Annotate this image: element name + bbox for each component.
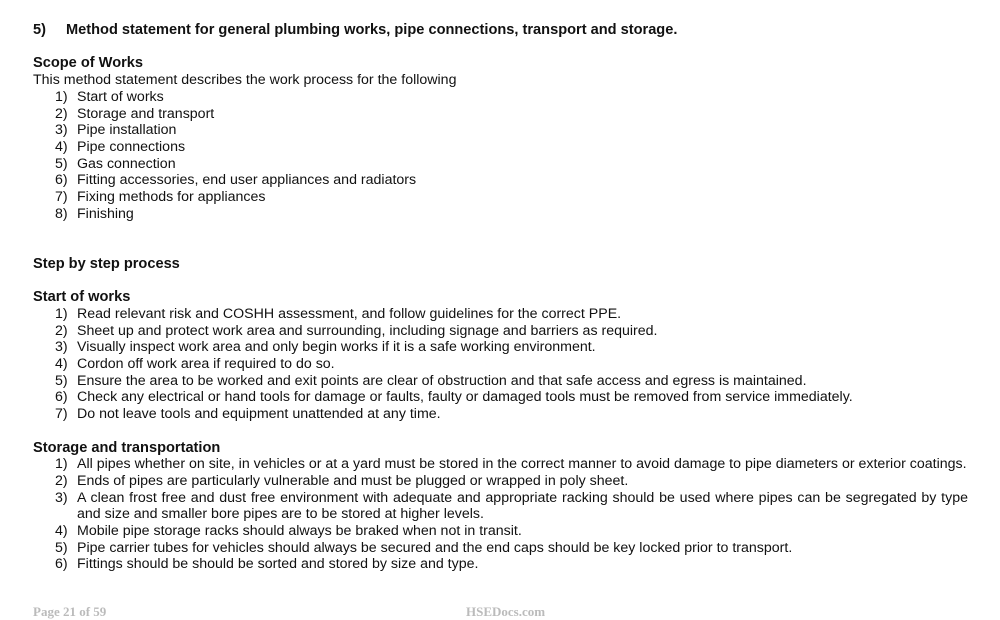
scope-list-item-number: 5)	[55, 155, 68, 172]
start-list-item-text: Cordon off work area if required to do so.	[77, 356, 335, 373]
scope-list-item-text: Finishing	[77, 205, 134, 222]
start-list-item	[33, 323, 968, 340]
scope-list-item-text: Start of works	[77, 88, 164, 105]
storage-list-item-text: Fittings should be should be sorted and stored by size and type.	[77, 556, 479, 573]
scope-list-item-number: 8)	[55, 205, 68, 222]
scope-list-item	[33, 122, 968, 139]
start-list-item-text: Read relevant risk and COSHH assessment, and follow guidelines for the correct PPE.	[77, 305, 622, 322]
start-list-item-text: Ensure the area to be worked and exit points are clear of obstruction and that safe access and egress is maintained.	[77, 372, 807, 389]
start-list	[33, 306, 968, 423]
storage-list-item-text: Pipe carrier tubes for vehicles should always be secured and the end caps should be key locked prior to transport.	[77, 539, 793, 556]
start-list-item-text: Sheet up and protect work area and surrounding, including signage and barriers as required.	[77, 322, 658, 339]
storage-list-item-text: Mobile pipe storage racks should always be braked when not in transit.	[77, 523, 522, 540]
scope-list-item-text: Storage and transport	[77, 105, 215, 122]
storage-list-item	[33, 473, 968, 490]
start-list-item-number: 6)	[55, 389, 68, 406]
start-list-item-text: Visually inspect work area and only begin works if it is a safe working environment.	[77, 339, 596, 356]
scope-list-item-number: 1)	[55, 88, 68, 105]
scope-list-item	[33, 156, 968, 173]
scope-list-item-number: 6)	[55, 172, 68, 189]
start-list-item-number: 4)	[55, 356, 68, 373]
start-list-item-number: 3)	[55, 339, 68, 356]
scope-list-item	[33, 106, 968, 123]
scope-list-item	[33, 89, 968, 106]
storage-list-item-number: 3)	[55, 489, 68, 506]
start-list-item-number: 1)	[55, 305, 68, 322]
storage-list-item-number: 2)	[55, 472, 68, 489]
storage-list-item	[33, 523, 968, 540]
section-number: 5)	[33, 22, 46, 38]
scope-list-item	[33, 206, 968, 223]
scope-list-item-text: Pipe installation	[77, 122, 177, 139]
start-list-item-text: Do not leave tools and equipment unattended at any time.	[77, 406, 441, 423]
storage-list-item-number: 1)	[55, 456, 68, 473]
section-title-text: Method statement for general plumbing works, pipe connections, transport and storage.	[66, 22, 678, 38]
section-title	[33, 22, 968, 39]
scope-list-item-text: Fixing methods for appliances	[77, 189, 266, 206]
start-list-item	[33, 373, 968, 390]
storage-list-item	[33, 556, 968, 573]
document-page	[33, 22, 968, 573]
scope-heading: Scope of Works	[33, 55, 144, 72]
scope-list-item	[33, 189, 968, 206]
start-heading: Start of works	[33, 289, 131, 306]
scope-list-item-number: 2)	[55, 105, 68, 122]
storage-list	[33, 456, 968, 573]
storage-list-item	[33, 490, 968, 523]
scope-list-item	[33, 172, 968, 189]
scope-list-item-text: Gas connection	[77, 155, 176, 172]
page-number: Page 21 of 59	[33, 604, 107, 619]
start-list-item	[33, 356, 968, 373]
scope-list-item-number: 3)	[55, 122, 68, 139]
start-list-item-number: 2)	[55, 322, 68, 339]
step-heading: Step by step process	[33, 255, 180, 272]
scope-intro: This method statement describes the work process for the following	[33, 72, 457, 89]
start-list-item	[33, 389, 968, 406]
start-list-item-number: 7)	[55, 406, 68, 423]
storage-list-item	[33, 540, 968, 557]
start-list-item-text: Check any electrical or hand tools for damage or faults, faulty or damaged tools must be removed from service immediately.	[77, 389, 853, 406]
scope-list-item-number: 7)	[55, 189, 68, 206]
footer-site: HSEDocs.com	[466, 604, 546, 619]
storage-list-item-number: 4)	[55, 523, 68, 540]
storage-list-item	[33, 456, 968, 473]
storage-heading: Storage and transportation	[33, 439, 221, 456]
start-list-item	[33, 306, 968, 323]
storage-list-item-text: All pipes whether on site, in vehicles or at a yard must be stored in the correct manner to avoid damage to pipe diameters or exterior coatings.	[77, 456, 967, 473]
scope-list-item	[33, 139, 968, 156]
scope-list-item-number: 4)	[55, 138, 68, 155]
storage-list-item-text: Ends of pipes are particularly vulnerable and must be plugged or wrapped in poly sheet.	[77, 472, 629, 489]
start-list-item	[33, 406, 968, 423]
scope-list	[33, 89, 968, 223]
storage-list-item-text: A clean frost free and dust free environment with adequate and appropriate racking should be used where pipes can be segregated by type and size and smaller bore pipes are to be stored at higher levels.	[77, 489, 968, 523]
scope-list-item-text: Pipe connections	[77, 138, 186, 155]
storage-list-item-number: 5)	[55, 539, 68, 556]
scope-list-item-text: Fitting accessories, end user appliances and radiators	[77, 172, 417, 189]
start-list-item	[33, 339, 968, 356]
start-list-item-number: 5)	[55, 372, 68, 389]
storage-list-item-number: 6)	[55, 556, 68, 573]
